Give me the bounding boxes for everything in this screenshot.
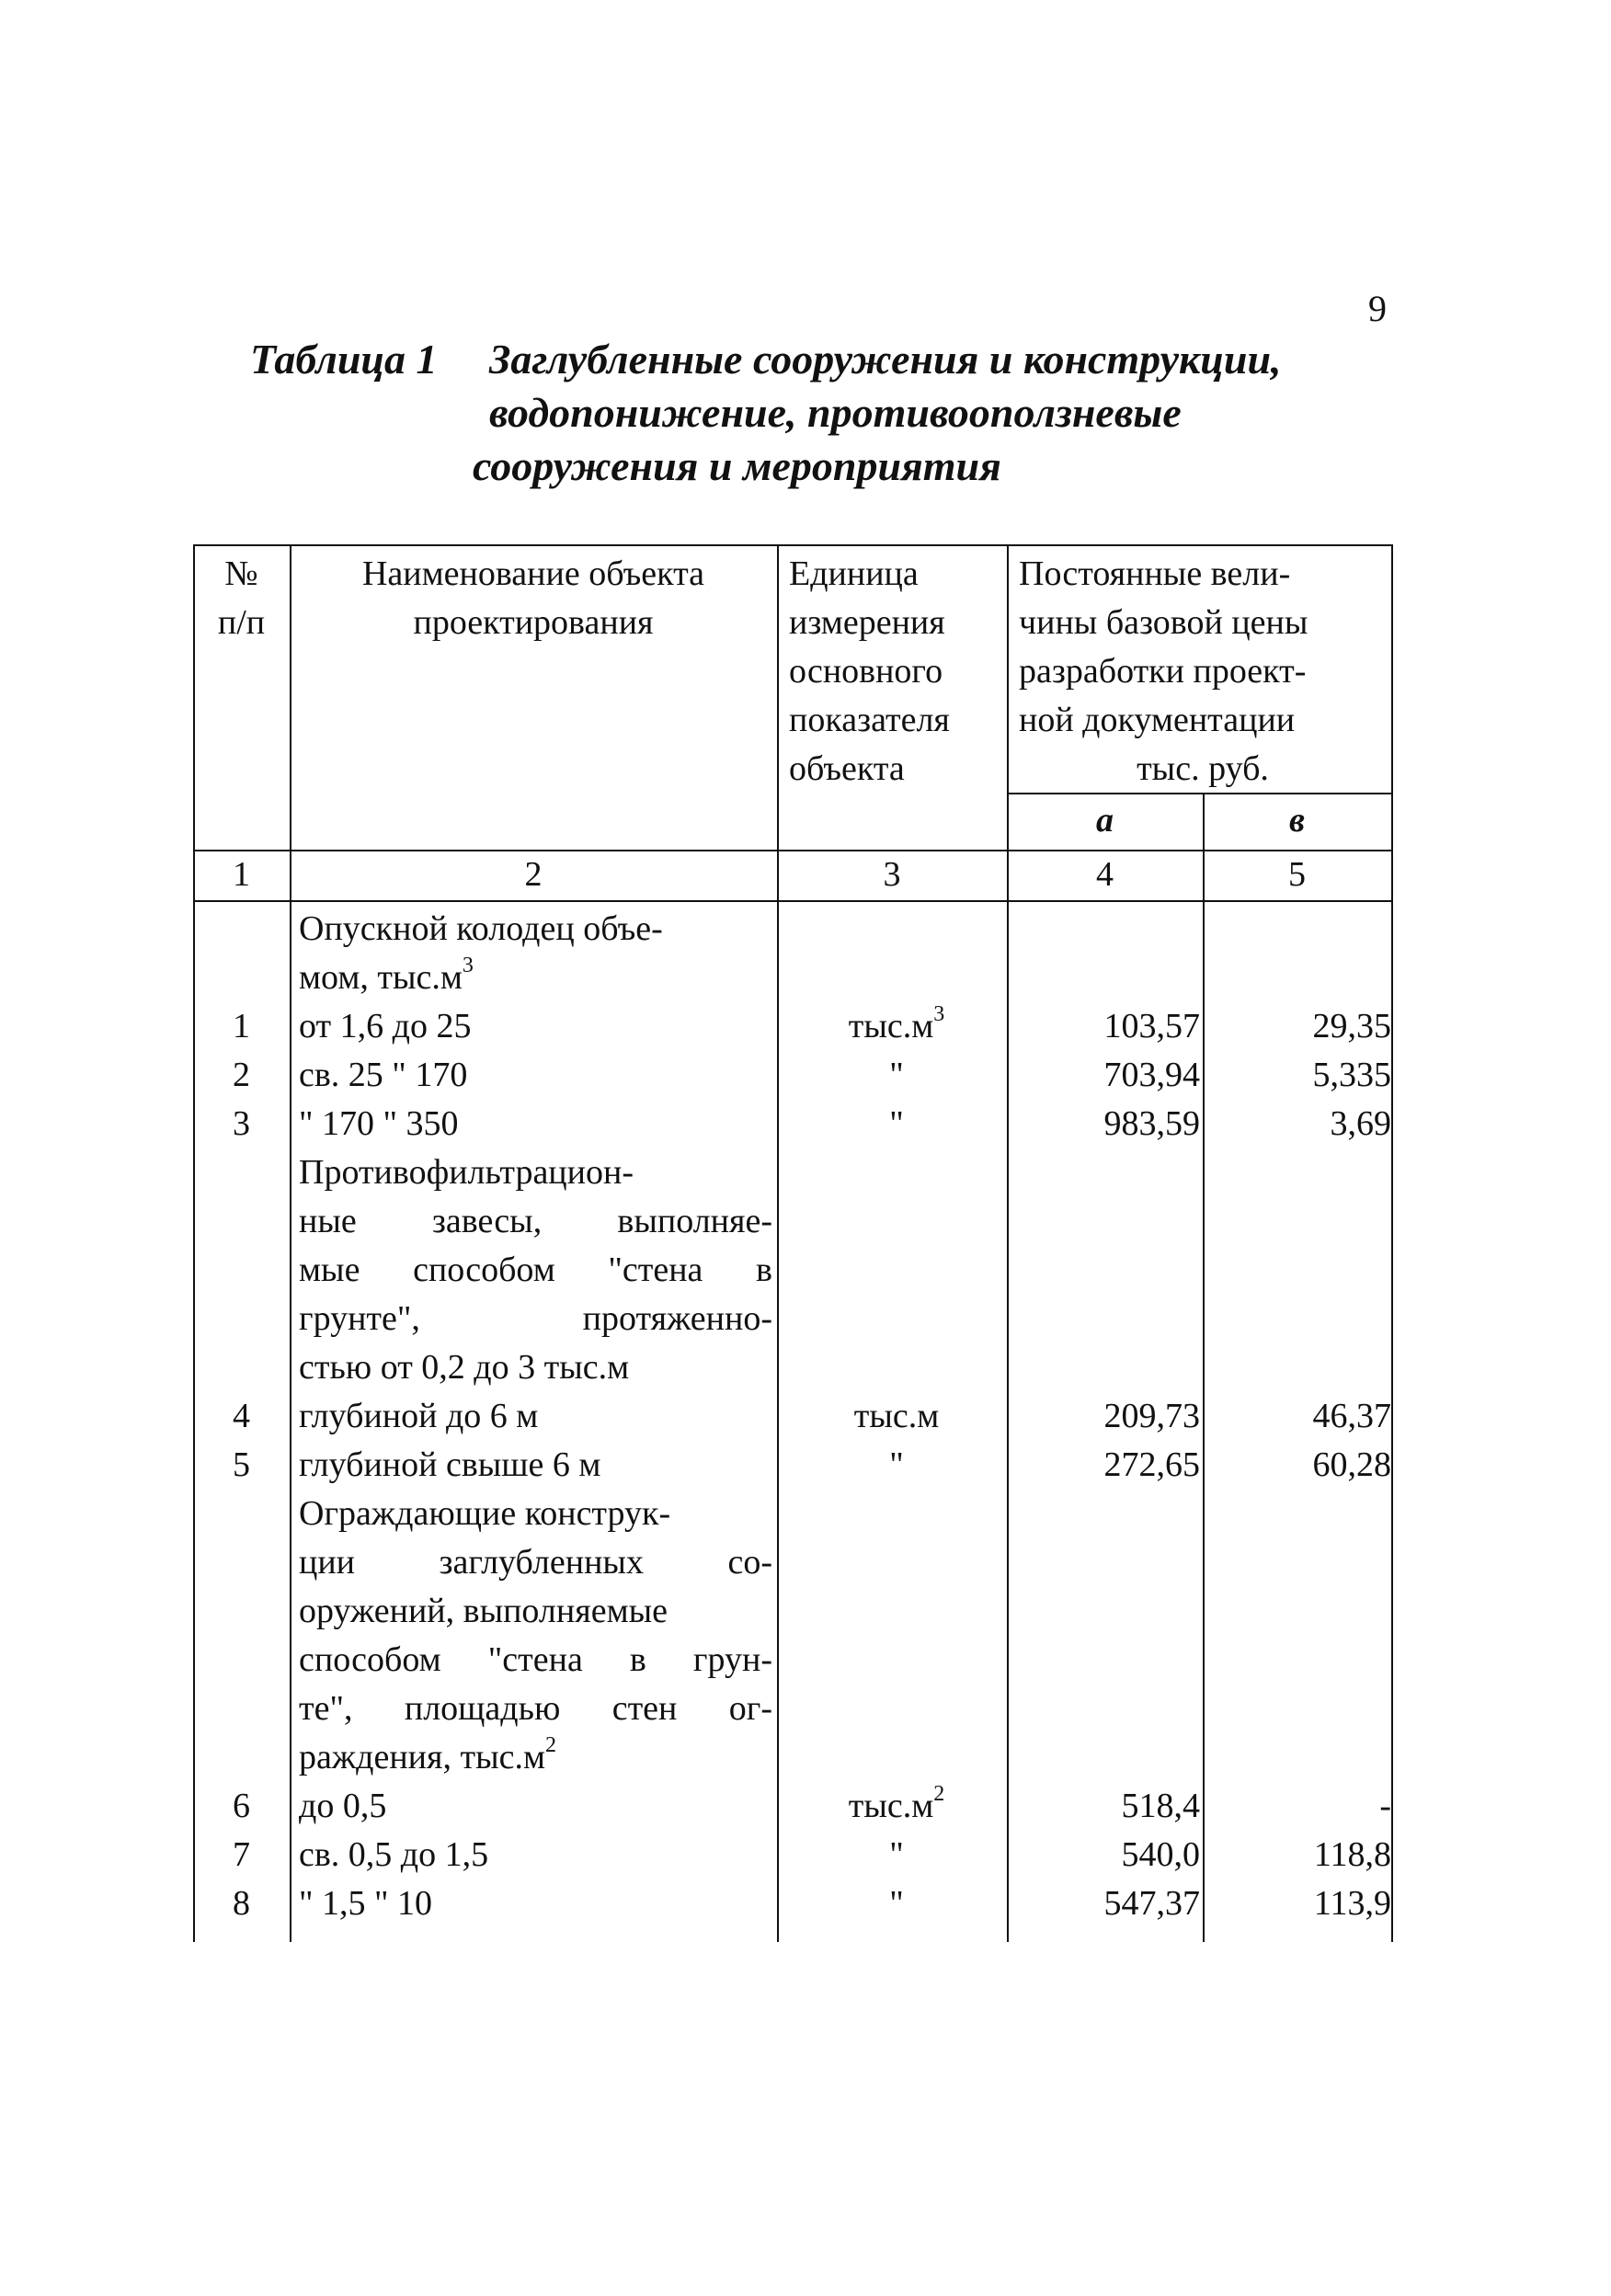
row-7-a: 540,0 [1121, 1835, 1200, 1874]
row-4-num: 4 [233, 1397, 250, 1435]
header-col45-line1: Постоянные вели- [1019, 554, 1291, 593]
row-5-a: 272,65 [1103, 1445, 1200, 1484]
header-col3-line1: Единица [789, 554, 919, 593]
table-divider-col4 [1203, 793, 1205, 1942]
header-col3-line2: измерения [789, 603, 945, 642]
section-2-line5: стью от 0,2 до 3 тыс.м [299, 1348, 630, 1387]
row-8-name: " 1,5 " 10 [299, 1884, 433, 1923]
section-1-line2-sup: 3 [462, 954, 474, 977]
colnum-1: 1 [233, 855, 250, 894]
header-sub-a: а [1096, 801, 1114, 840]
page-number: 9 [1368, 288, 1387, 329]
row-2-a: 703,94 [1103, 1056, 1200, 1094]
row-1-name: от 1,6 до 25 [299, 1007, 472, 1045]
header-sub-v: в [1289, 801, 1305, 840]
row-2-num: 2 [233, 1056, 250, 1094]
row-7-unit: " [889, 1835, 904, 1874]
row-2-unit: " [889, 1056, 904, 1094]
row-1-a: 103,57 [1103, 1007, 1200, 1045]
colnum-4: 4 [1096, 855, 1114, 894]
row-2-name: св. 25 " 170 [299, 1056, 468, 1094]
row-8-v: 113,9 [1313, 1884, 1391, 1923]
section-3-line5: те", площадью стен ог- [299, 1689, 772, 1728]
row-4-a: 209,73 [1103, 1397, 1200, 1435]
section-3-line6-text: раждения, тыс.м [299, 1738, 546, 1776]
row-7-v: 118,8 [1313, 1835, 1391, 1874]
section-3-line2: ции заглубленных со- [299, 1543, 772, 1582]
row-3-a: 983,59 [1103, 1104, 1200, 1143]
row-4-v: 46,37 [1312, 1397, 1391, 1435]
row-8-a: 547,37 [1103, 1884, 1200, 1923]
row-2-v: 5,335 [1312, 1056, 1391, 1094]
row-1-num: 1 [233, 1007, 250, 1045]
colnum-5: 5 [1288, 855, 1306, 894]
table-divider-col1 [290, 544, 291, 1942]
row-3-name: " 170 " 350 [299, 1104, 459, 1143]
header-col45-line5: тыс. руб. [1137, 749, 1269, 788]
row-1-v: 29,35 [1312, 1007, 1391, 1045]
section-2-line4: грунте", протяженно- [299, 1299, 772, 1338]
table-title-label: Таблица 1 [250, 336, 438, 383]
header-col3-line4: показателя [789, 701, 950, 739]
table-title-line-1: Заглубленные сооружения и конструкции, [489, 336, 1282, 383]
section-3-line6-sup: 2 [545, 1733, 557, 1757]
row-6-unit [782, 1782, 1011, 1835]
table-divider-col3 [1007, 544, 1009, 1942]
colnum-2: 2 [524, 855, 543, 894]
table-title-line-2: водопонижение, противооползневые [489, 389, 1182, 436]
section-2-line2: ные завесы, выполняе- [299, 1202, 772, 1240]
row-5-unit: " [889, 1445, 904, 1484]
section-2-line3: мые способом "стена в [299, 1251, 772, 1289]
header-col1 [193, 550, 290, 647]
row-6-a: 518,4 [1121, 1787, 1200, 1825]
row-7-num: 7 [233, 1835, 250, 1874]
section-2-line1: Противофильтрацион- [299, 1153, 634, 1192]
row-5-name: глубиной свыше 6 м [299, 1445, 601, 1484]
row-1-unit-sup: 3 [933, 1002, 945, 1026]
header-col2-line1: Наименование объекта [361, 554, 705, 593]
table-divider-col2 [777, 544, 779, 1942]
row-3-v: 3,69 [1330, 1104, 1391, 1143]
header-col2 [290, 550, 777, 647]
header-col3 [789, 550, 1005, 794]
table-colnum-bottom [193, 900, 1393, 902]
data-table [193, 544, 1393, 1942]
row-6-unit-sup: 2 [933, 1782, 945, 1806]
section-3-line3: оружений, выполняемые [299, 1592, 668, 1630]
table-border-left [193, 544, 195, 1942]
header-col45 [1019, 550, 1387, 794]
header-col45-line4: ной документации [1019, 701, 1296, 739]
row-3-num: 3 [233, 1104, 250, 1143]
row-5-num: 5 [233, 1445, 250, 1484]
section-3-line6 [299, 1733, 777, 1787]
table-title-line-3: сооружения и мероприятия [473, 442, 1001, 489]
row-3-unit: " [889, 1104, 904, 1143]
row-5-v: 60,28 [1312, 1445, 1391, 1484]
header-col2-line2: проектирования [413, 603, 654, 642]
header-col3-line5: объекта [789, 749, 905, 788]
section-1-line2 [299, 954, 777, 1007]
section-1-line1: Опускной колодец объе- [299, 909, 663, 948]
row-1-unit-text: тыс.м [848, 1007, 934, 1045]
row-6-v: - [1379, 1787, 1391, 1825]
row-4-unit: тыс.м [853, 1397, 940, 1435]
row-8-unit: " [889, 1884, 904, 1923]
header-col1-line2: п/п [217, 603, 266, 642]
section-1-line2-text: мом, тыс.м [299, 958, 463, 997]
header-col45-line2: чины базовой цены [1019, 603, 1308, 642]
row-7-name: св. 0,5 до 1,5 [299, 1835, 489, 1874]
table-border-right [1391, 544, 1393, 1942]
row-6-unit-text: тыс.м [848, 1787, 934, 1825]
row-8-num: 8 [233, 1884, 250, 1923]
section-3-line4: способом "стена в грун- [299, 1640, 772, 1679]
row-4-name: глубиной до 6 м [299, 1397, 539, 1435]
header-col45-line3: разработки проект- [1019, 652, 1307, 691]
table-border-top [193, 544, 1393, 546]
row-1-unit [782, 1002, 1011, 1056]
row-6-name: до 0,5 [299, 1787, 387, 1825]
colnum-3: 3 [883, 855, 901, 894]
row-6-num: 6 [233, 1787, 250, 1825]
header-col3-line3: основного [789, 652, 943, 691]
section-3-line1: Ограждающие конструк- [299, 1494, 671, 1533]
header-col1-line1: № [224, 554, 258, 593]
